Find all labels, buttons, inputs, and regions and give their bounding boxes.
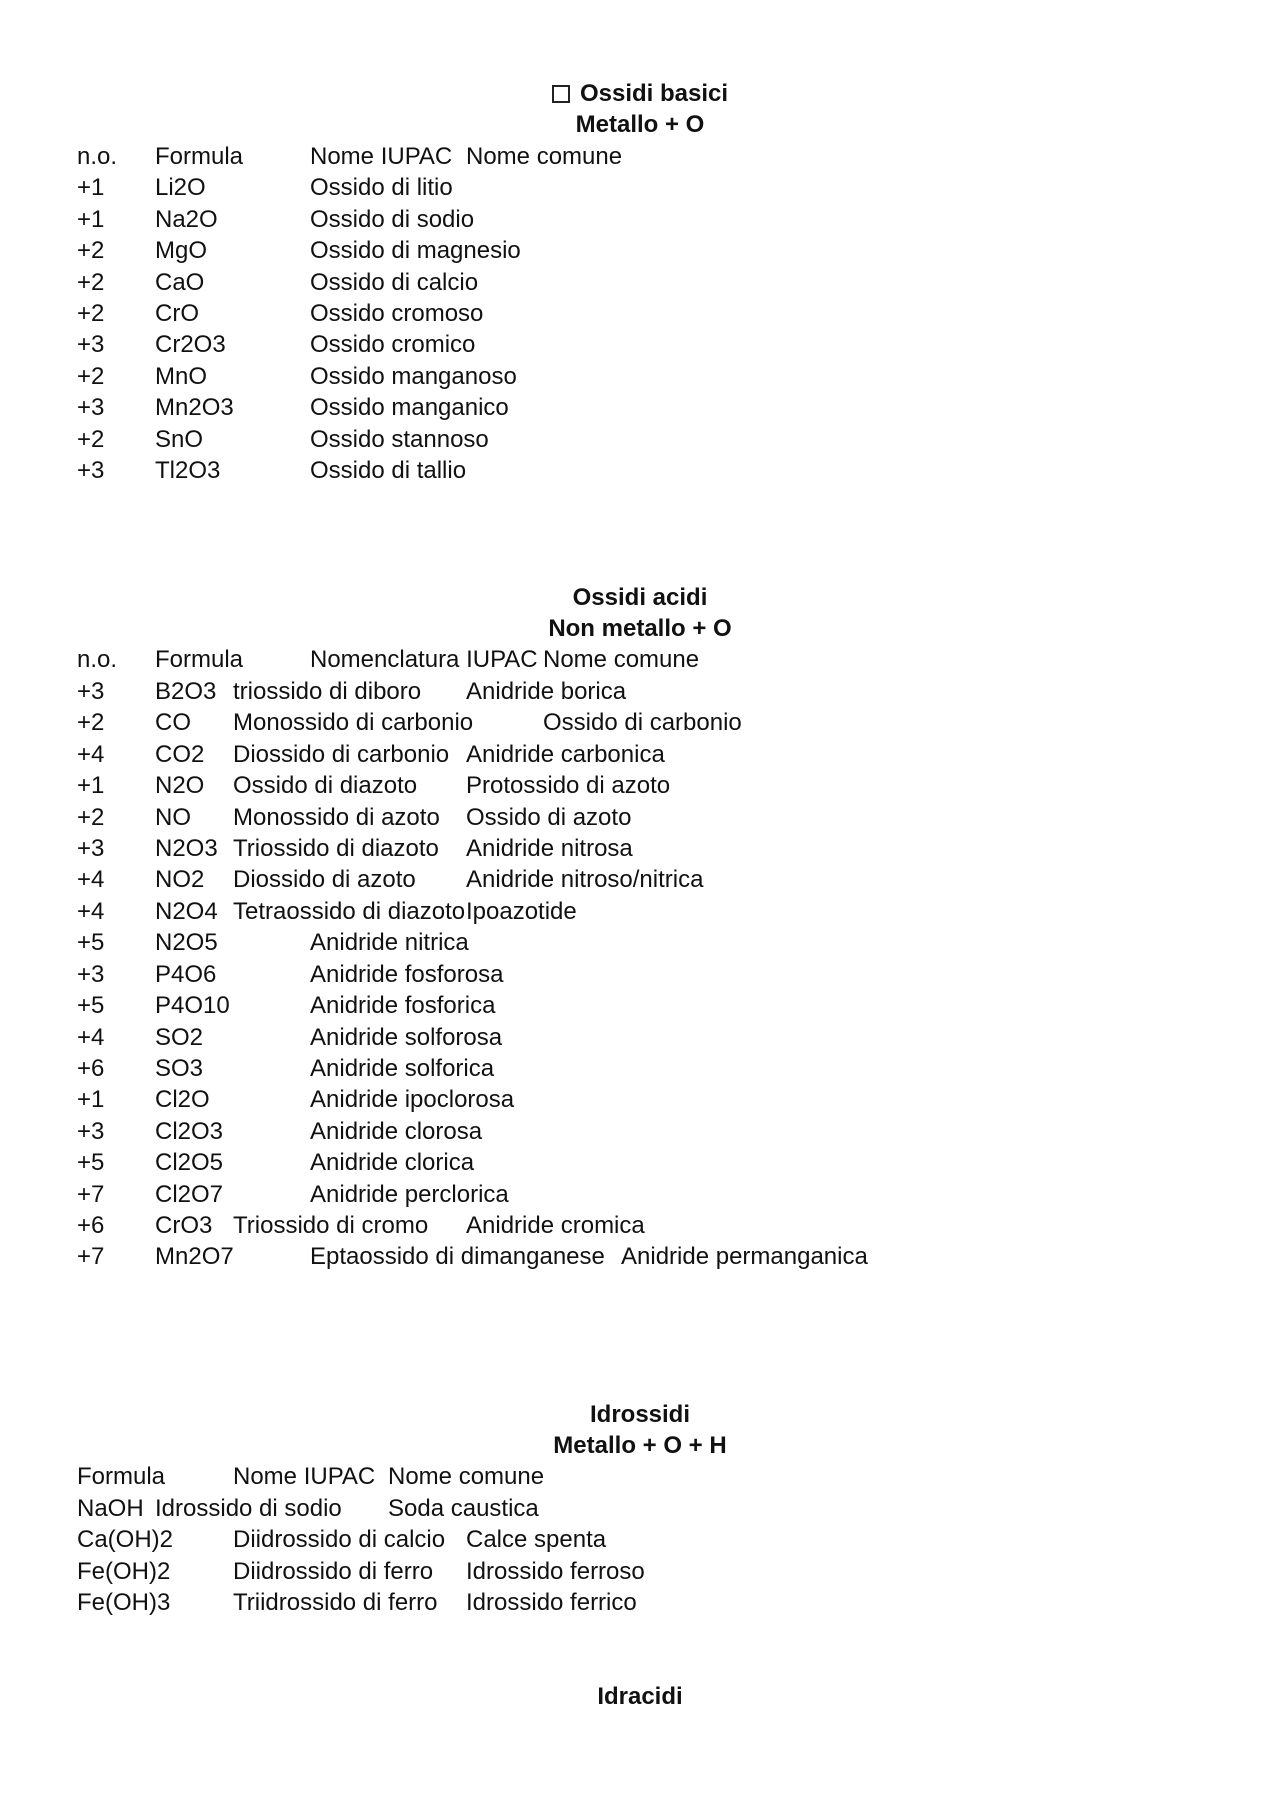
- table-row: [0, 896, 1280, 928]
- iupac-name: Ossido manganico: [310, 394, 509, 421]
- formula: Tl2O3: [155, 457, 221, 484]
- iupac-name: Ossido manganoso: [310, 363, 517, 390]
- table-row: [0, 802, 1280, 834]
- section-title-idracidi: Idracidi: [597, 1683, 683, 1710]
- table-row: [0, 1084, 1280, 1116]
- table-header-row: [0, 1461, 1280, 1493]
- formula: NO2: [155, 866, 205, 893]
- oxidation-number: +2: [77, 300, 105, 327]
- table-row: [0, 392, 1280, 424]
- oxidation-number: +3: [77, 1118, 105, 1145]
- formula: Cl2O: [155, 1086, 210, 1113]
- formula: SnO: [155, 426, 204, 453]
- header-cell: Nome comune: [466, 143, 623, 170]
- oxidation-number: +2: [77, 363, 105, 390]
- formula: CO2: [155, 741, 205, 768]
- iupac-name: Eptaossido di dimanganese: [310, 1243, 605, 1270]
- table-row: [0, 1147, 1280, 1179]
- oxidation-number: +1: [77, 206, 105, 233]
- common-name: Anidride clorosa: [310, 1118, 483, 1145]
- table-header-row: [0, 644, 1280, 676]
- table-header-row: [0, 141, 1280, 173]
- oxidation-number: +4: [77, 741, 105, 768]
- table-row: [0, 235, 1280, 267]
- formula: Fe(OH)2: [77, 1558, 171, 1585]
- table-row: [0, 298, 1280, 330]
- common-name: Anidride borica: [466, 678, 627, 705]
- table-row: [0, 1116, 1280, 1148]
- formula: MgO: [155, 237, 208, 264]
- oxidation-number: +2: [77, 269, 105, 296]
- oxidation-number: +3: [77, 835, 105, 862]
- oxidation-number: +4: [77, 1024, 105, 1051]
- table-row: [0, 329, 1280, 361]
- formula: Ca(OH)2: [77, 1526, 174, 1553]
- oxidation-number: +2: [77, 426, 105, 453]
- header-cell: Nome comune: [543, 646, 700, 673]
- common-name: Soda caustica: [388, 1495, 539, 1522]
- formula: P4O6: [155, 961, 217, 988]
- table-row: [0, 770, 1280, 802]
- table-row: [0, 707, 1280, 739]
- table-row: [0, 959, 1280, 991]
- common-name: Anidride permanganica: [621, 1243, 868, 1270]
- iupac-name: Diossido di azoto: [233, 866, 416, 893]
- header-cell: Nome IUPAC: [233, 1463, 376, 1490]
- formula: Cl2O5: [155, 1149, 224, 1176]
- common-name: Anidride carbonica: [466, 741, 665, 768]
- formula: Fe(OH)3: [77, 1589, 171, 1616]
- formula: N2O: [155, 772, 205, 799]
- formula: N2O3: [155, 835, 218, 862]
- formula: N2O5: [155, 929, 218, 956]
- iupac-name: Tetraossido di diazoto: [233, 898, 466, 925]
- common-name: Protossido di azoto: [466, 772, 671, 799]
- formula: Mn2O3: [155, 394, 234, 421]
- table-row: [0, 1179, 1280, 1211]
- table-row: [0, 990, 1280, 1022]
- formula: N2O4: [155, 898, 218, 925]
- section-title-idrossidi: Idrossidi: [589, 1401, 691, 1428]
- oxidation-number: +1: [77, 1086, 105, 1113]
- iupac-name: Ossido stannoso: [310, 426, 489, 453]
- formula: Cl2O7: [155, 1181, 224, 1208]
- iupac-name: Triidrossido di ferro: [233, 1589, 438, 1616]
- iupac-name: Monossido di azoto: [233, 804, 440, 831]
- oxidation-number: +3: [77, 331, 105, 358]
- formula: SO2: [155, 1024, 204, 1051]
- iupac-name: Ossido di magnesio: [310, 237, 521, 264]
- table-row: [0, 1556, 1280, 1588]
- formula: CO: [155, 709, 191, 736]
- header-cell: Nome IUPAC: [310, 143, 453, 170]
- oxidation-number: +3: [77, 961, 105, 988]
- common-name: Anidride clorica: [310, 1149, 475, 1176]
- oxidation-number: +5: [77, 929, 105, 956]
- formula: CrO: [155, 300, 199, 327]
- table-row: [0, 1587, 1280, 1619]
- oxidation-number: +2: [77, 237, 105, 264]
- checkbox-icon[interactable]: [552, 85, 570, 103]
- table-row: [0, 361, 1280, 393]
- oxidation-number: +3: [77, 678, 105, 705]
- common-name: Anidride fosforica: [310, 992, 496, 1019]
- common-name: Anidride fosforosa: [310, 961, 504, 988]
- section-title-ossidi-basici: [0, 78, 1280, 110]
- section-subtitle: Non metallo + O: [548, 615, 732, 642]
- table-row: [0, 833, 1280, 865]
- common-name: Idrossido ferroso: [466, 1558, 645, 1585]
- table-row: [0, 1524, 1280, 1556]
- iupac-name: Ossido cromoso: [310, 300, 484, 327]
- oxidation-number: +5: [77, 992, 105, 1019]
- formula: MnO: [155, 363, 208, 390]
- oxidation-number: +7: [77, 1243, 105, 1270]
- iupac-name: Ossido di sodio: [310, 206, 475, 233]
- iupac-name: Ossido di calcio: [310, 269, 479, 296]
- iupac-name: Triossido di diazoto: [233, 835, 439, 862]
- formula: CrO3: [155, 1212, 213, 1239]
- section-subtitle: Metallo + O + H: [553, 1432, 727, 1459]
- formula: Li2O: [155, 174, 206, 201]
- table-row: [0, 1210, 1280, 1242]
- oxidation-number: +1: [77, 772, 105, 799]
- oxidation-number: +4: [77, 866, 105, 893]
- oxidation-number: +5: [77, 1149, 105, 1176]
- oxidation-number: +2: [77, 804, 105, 831]
- table-row: [0, 455, 1280, 487]
- header-cell: Formula: [77, 1463, 166, 1490]
- iupac-name: Ossido cromico: [310, 331, 476, 358]
- table-row: [0, 676, 1280, 708]
- iupac-name: Monossido di carbonio: [233, 709, 474, 736]
- common-name: Anidride solforica: [310, 1055, 495, 1082]
- oxidation-number: +3: [77, 394, 105, 421]
- formula: NaOH: [77, 1495, 144, 1522]
- iupac-name: Ossido di litio: [310, 174, 453, 201]
- oxidation-number: +2: [77, 709, 105, 736]
- table-row: [0, 1241, 1280, 1273]
- section-title-ossidi-acidi: Ossidi acidi: [572, 584, 708, 611]
- header-cell: Nomenclatura IUPAC: [310, 646, 538, 673]
- oxidation-number: +6: [77, 1212, 105, 1239]
- table-row: [0, 864, 1280, 896]
- common-name: Anidride nitroso/nitrica: [466, 866, 704, 893]
- formula: Cl2O3: [155, 1118, 224, 1145]
- oxidation-number: +4: [77, 898, 105, 925]
- table-row: [0, 739, 1280, 771]
- table-row: [0, 424, 1280, 456]
- oxidation-number: +6: [77, 1055, 105, 1082]
- header-cell: Nome comune: [388, 1463, 545, 1490]
- common-name: Ossido di azoto: [466, 804, 632, 831]
- common-name: Ipoazotide: [466, 898, 577, 925]
- table-row: [0, 172, 1280, 204]
- iupac-name: Triossido di cromo: [233, 1212, 429, 1239]
- table-row: [0, 1022, 1280, 1054]
- formula: NO: [155, 804, 191, 831]
- common-name: Anidride solforosa: [310, 1024, 503, 1051]
- header-cell: n.o.: [77, 143, 118, 170]
- title-text: Ossidi basici: [579, 80, 729, 107]
- common-name: Ossido di carbonio: [543, 709, 742, 736]
- common-name: Anidride nitrica: [310, 929, 469, 956]
- header-cell: Formula: [155, 143, 244, 170]
- formula: Mn2O7: [155, 1243, 234, 1270]
- table-row: [0, 927, 1280, 959]
- common-name: Idrossido ferrico: [466, 1589, 637, 1616]
- iupac-name: Diidrossido di calcio: [233, 1526, 446, 1553]
- header-cell: n.o.: [77, 646, 118, 673]
- common-name: Anidride cromica: [466, 1212, 645, 1239]
- formula: CaO: [155, 269, 205, 296]
- formula: B2O3: [155, 678, 217, 705]
- common-name: Anidride nitrosa: [466, 835, 633, 862]
- formula: P4O10: [155, 992, 230, 1019]
- iupac-name: Diossido di carbonio: [233, 741, 450, 768]
- iupac-name: Ossido di tallio: [310, 457, 467, 484]
- oxidation-number: +3: [77, 457, 105, 484]
- formula: Cr2O3: [155, 331, 226, 358]
- formula: Na2O: [155, 206, 218, 233]
- oxidation-number: +7: [77, 1181, 105, 1208]
- table-row: [0, 1493, 1280, 1525]
- iupac-name: triossido di diboro: [233, 678, 422, 705]
- common-name: Anidride ipoclorosa: [310, 1086, 515, 1113]
- section-subtitle: Metallo + O: [575, 111, 705, 138]
- table-row: [0, 1053, 1280, 1085]
- iupac-name: Diidrossido di ferro: [233, 1558, 434, 1585]
- common-name: Anidride perclorica: [310, 1181, 509, 1208]
- iupac-name: Idrossido di sodio: [155, 1495, 342, 1522]
- table-row: [0, 267, 1280, 299]
- header-cell: Formula: [155, 646, 244, 673]
- oxidation-number: +1: [77, 174, 105, 201]
- table-row: [0, 204, 1280, 236]
- common-name: Calce spenta: [466, 1526, 607, 1553]
- formula: SO3: [155, 1055, 204, 1082]
- iupac-name: Ossido di diazoto: [233, 772, 418, 799]
